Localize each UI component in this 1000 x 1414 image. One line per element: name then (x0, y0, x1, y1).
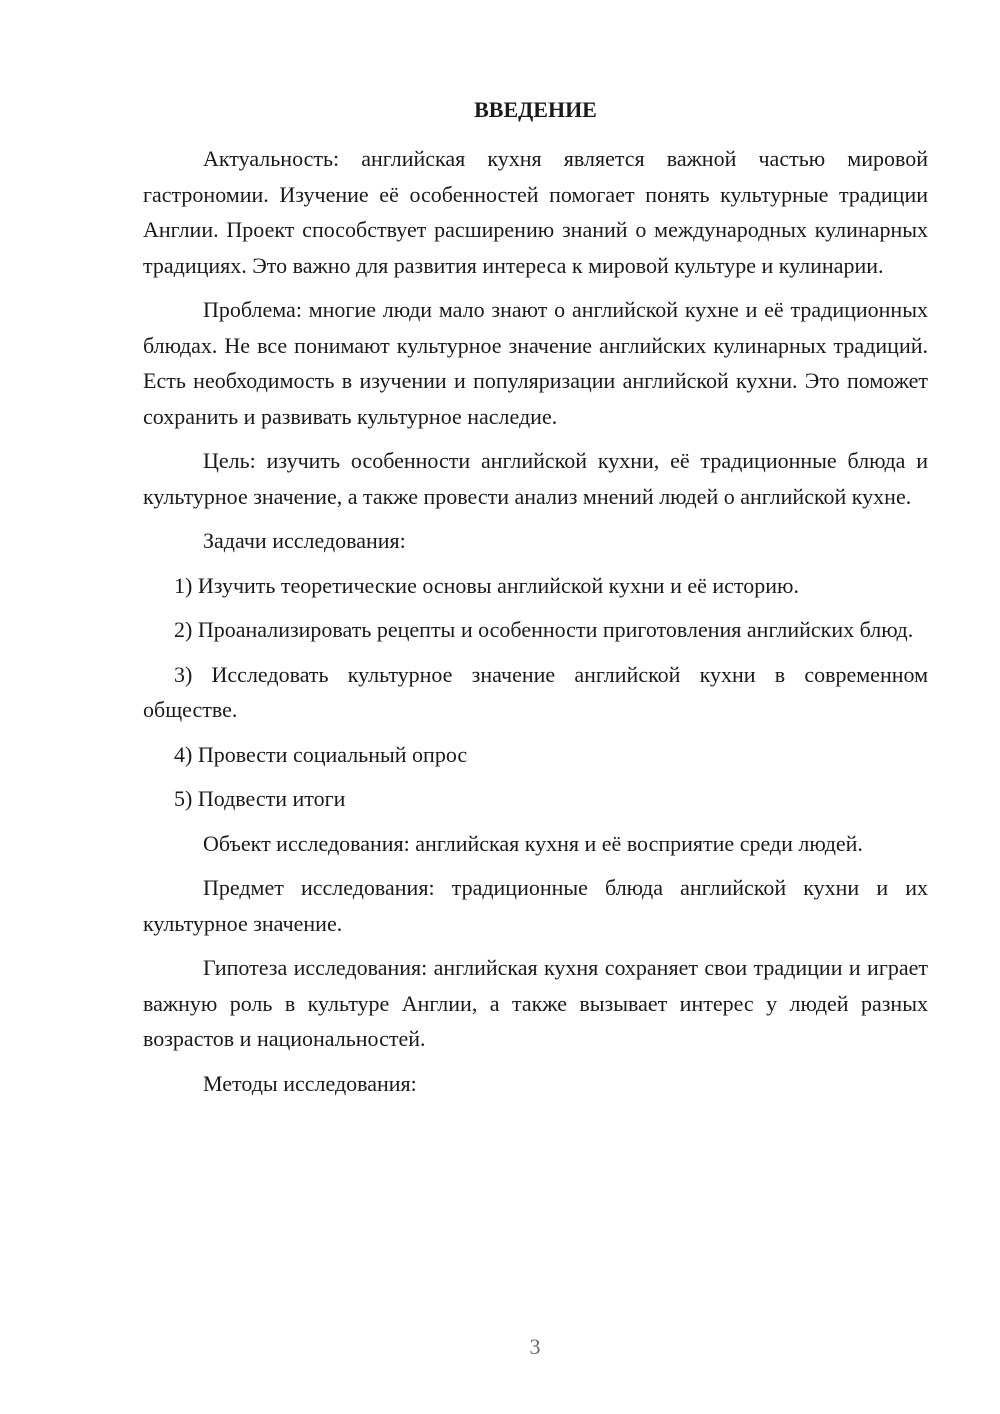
paragraph-object: Объект исследования: английская кухня и её восприятие среди людей. (203, 830, 863, 856)
paragraph-tasks-heading: Задачи исследования: (203, 528, 406, 553)
paragraph-methods-heading: Методы исследования: (203, 1070, 417, 1096)
document-page (143, 92, 928, 1110)
task-item-5: 5) Подвести итоги (174, 786, 346, 811)
paragraph-problem: Проблема: многие люди мало знают о английской кухне и её традиционных блюдах. Не все понимают культурное значение английских кулинарных традиций. Есть необходимость в изучении и популяризации английской кухни. Это поможет сохранить и развивать культурное наследие. (143, 297, 928, 429)
task-item-1: 1) Изучить теоретические основы английской кухни и её историю. (174, 572, 799, 598)
paragraph-subject: Предмет исследования: традиционные блюда английской кухни и их культурное значение. (143, 875, 928, 936)
task-item-3: 3) Исследовать культурное значение английской кухни в современном обществе. (143, 661, 928, 722)
paragraph-hypothesis: Гипотеза исследования: английская кухня сохраняет свои традиции и играет важную роль в культуре Англии, а также вызывает интерес у людей разных возрастов и национальностей. (143, 955, 928, 1051)
page-number: 3 (529, 1334, 541, 1359)
task-item-4: 4) Провести социальный опрос (174, 741, 468, 767)
paragraph-goal: Цель: изучить особенности английской кухни, её традиционные блюда и культурное значение, а также провести анализ мнений людей о английской кухне. (143, 448, 928, 509)
paragraph-relevance: Актуальность: английская кухня является важной частью мировой гастрономии. Изучение её особенностей помогает понять культурные традиции Англии. Проект способствует расширению знаний о международных кулинарных традициях. Это важно для развития интереса к мировой культуре и кулинарии. (143, 146, 928, 278)
section-title: ВВЕДЕНИЕ (474, 97, 597, 122)
task-item-2: 2) Проанализировать рецепты и особенности приготовления английских блюд. (174, 617, 914, 642)
